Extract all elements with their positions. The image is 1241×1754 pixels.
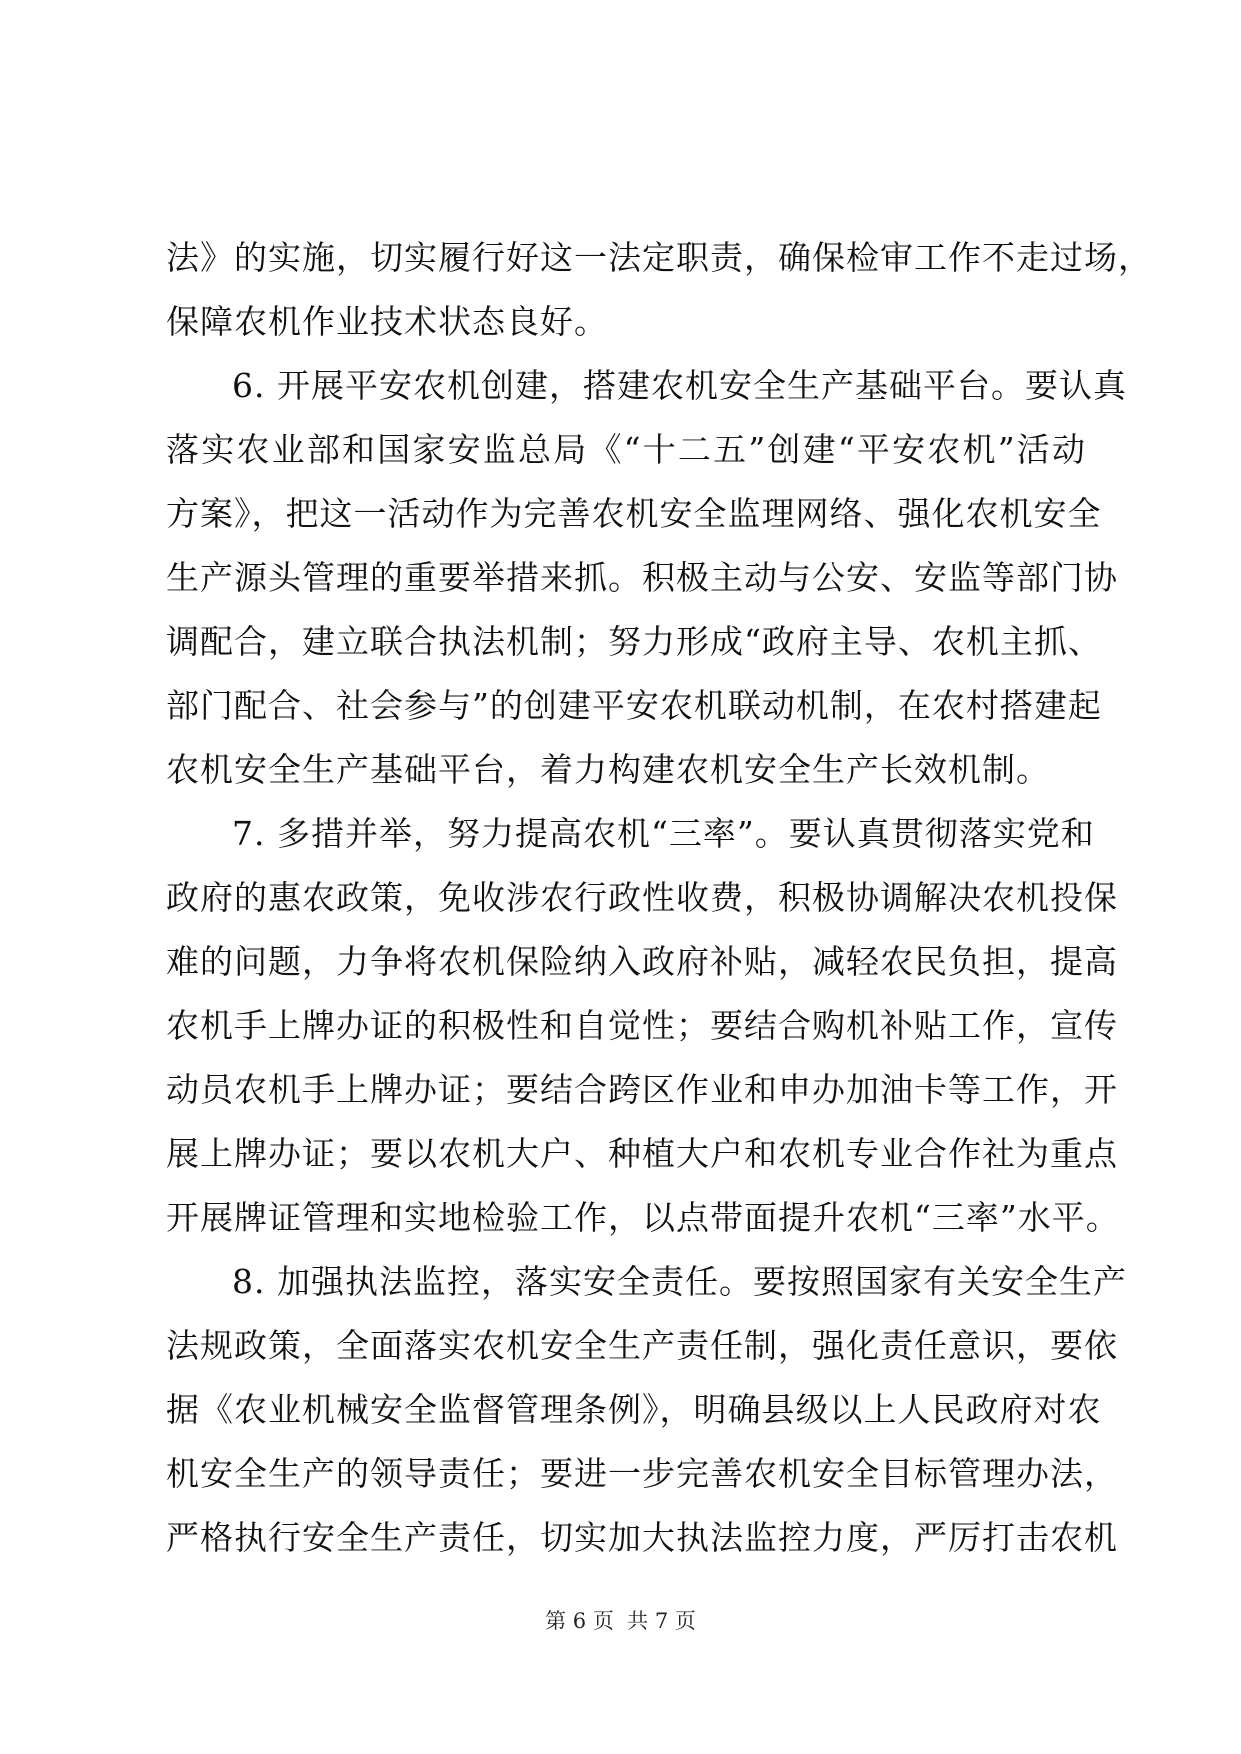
- text-line: 开展牌证管理和实地检验工作，以点带面提升农机“三率”水平。: [166, 1198, 1120, 1237]
- text-line: 动员农机手上牌办证；要结合跨区作业和申办加油卡等工作，开: [166, 1070, 1118, 1109]
- document-body: [166, 226, 1152, 1570]
- text-line: 法》的实施，切实履行好这一法定职责，确保检审工作不走过场，: [166, 238, 1152, 277]
- text-line: 展上牌办证；要以农机大户、种植大户和农机专业合作社为重点: [166, 1134, 1118, 1173]
- text-line: 方案》，把这一活动作为完善农机安全监理网络、强化农机安全: [166, 494, 1102, 533]
- text-line: 据《农业机械安全监督管理条例》，明确县级以上人民政府对农: [166, 1390, 1102, 1429]
- text-line: 严格执行安全生产责任，切实加大执法监控力度，严厉打击农机: [166, 1518, 1118, 1557]
- page-footer: [0, 1606, 1241, 1636]
- text-line: 农机安全生产基础平台，着力构建农机安全生产长效机制。: [166, 750, 1050, 789]
- page-number-label: 第 6 页 共 7 页: [545, 1609, 696, 1633]
- text-line: 生产源头管理的重要举措来抓。积极主动与公安、安监等部门协: [166, 558, 1118, 597]
- text-line: 农机手上牌办证的积极性和自觉性；要结合购机补贴工作，宣传: [166, 1006, 1118, 1045]
- text-line: 部门配合、社会参与”的创建平安农机联动机制，在农村搭建起: [166, 686, 1102, 725]
- text-line: 难的问题，力争将农机保险纳入政府补贴，减轻农民负担，提高: [166, 942, 1118, 981]
- paragraph-heading-line: 6. 开展平安农机创建，搭建农机安全生产基础平台。要认真: [232, 366, 1127, 405]
- text-line: 保障农机作业技术状态良好。: [166, 302, 608, 341]
- text-line: 政府的惠农政策，免收涉农行政性收费，积极协调解决农机投保: [166, 878, 1118, 917]
- text-line: 落实农业部和国家安监总局《“十二五”创建“平安农机”活动: [166, 430, 1086, 469]
- paragraph-heading-line: 7. 多措并举，努力提高农机“三率”。要认真贯彻落实党和: [232, 814, 1095, 853]
- paragraph-heading-line: 8. 加强执法监控，落实安全责任。要按照国家有关安全生产: [232, 1262, 1127, 1301]
- text-line: 调配合，建立联合执法机制；努力形成“政府主导、农机主抓、: [166, 622, 1102, 661]
- text-line: 机安全生产的领导责任；要进一步完善农机安全目标管理办法，: [166, 1454, 1118, 1493]
- text-line: 法规政策，全面落实农机安全生产责任制，强化责任意识，要依: [166, 1326, 1118, 1365]
